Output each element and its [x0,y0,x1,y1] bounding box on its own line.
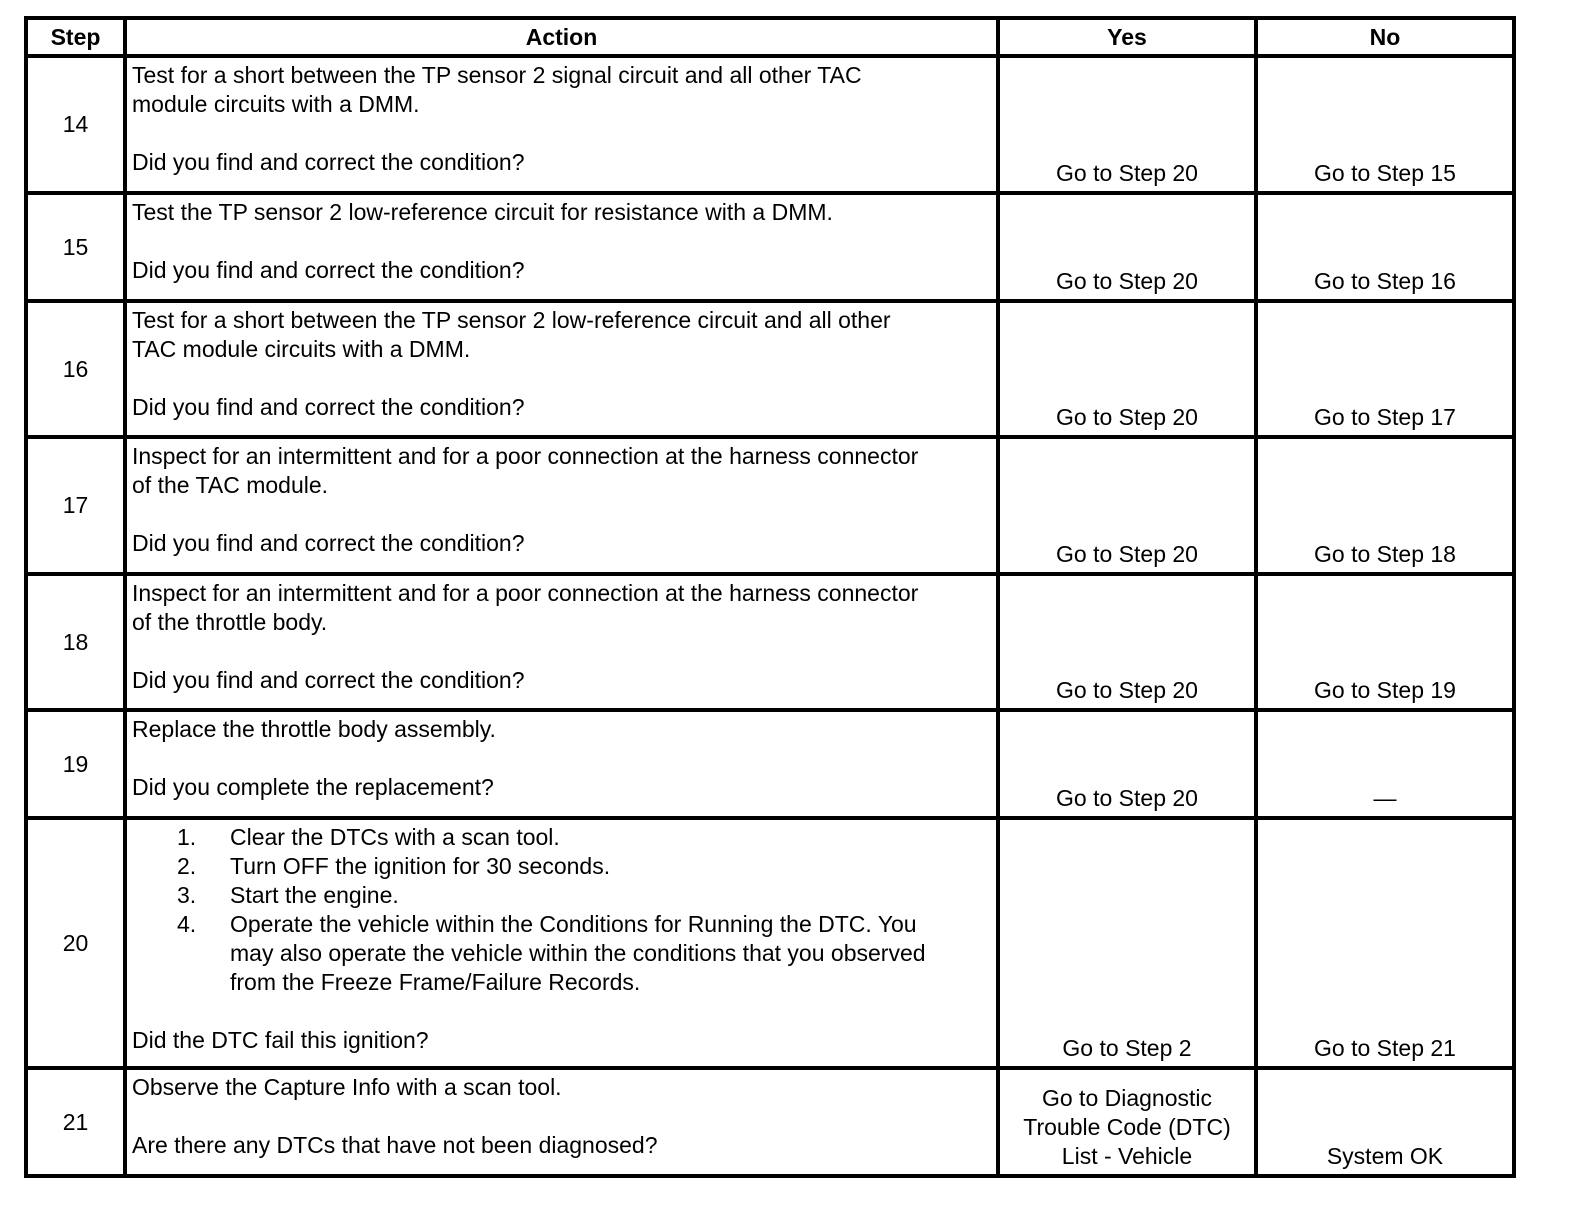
step-number: 20 [26,818,125,1068]
table-row [26,193,1514,301]
list-item [177,910,990,997]
question-text: Did you complete the replacement? [132,774,494,800]
header-action: Action [125,18,998,56]
action-cell [125,574,998,710]
question-text: Are there any DTCs that have not been diagnosed? [132,1132,658,1158]
question-text: Did you find and correct the condition? [132,394,525,420]
instruction-line: TAC module circuits with a DMM. [132,336,471,362]
instruction-line: Replace the throttle body assembly. [132,716,496,742]
table-row [26,574,1514,710]
no-result: System OK [1256,1068,1514,1176]
step-number: 15 [26,193,125,301]
header-yes: Yes [998,18,1256,56]
yes-result: Go to Step 20 [998,301,1256,437]
table-row [26,56,1514,193]
step-number: 17 [26,437,125,574]
no-result: Go to Step 16 [1256,193,1514,301]
table-row [26,437,1514,574]
list-item-text: Turn OFF the ignition for 30 seconds. [230,853,611,879]
step-number: 19 [26,710,125,818]
list-item-number: 1. [177,824,197,850]
header-row [26,18,1514,56]
question-text: Did you find and correct the condition? [132,667,525,693]
table-row [26,818,1514,1068]
list-item-number: 4. [177,911,197,937]
list-item [177,852,990,881]
step-number: 18 [26,574,125,710]
yes-result-line: List - Vehicle [1061,1143,1193,1169]
table-row [26,710,1514,818]
instruction-line: module circuits with a DMM. [132,91,420,117]
list-item-number: 3. [177,882,197,908]
list-item-text: Clear the DTCs with a scan tool. [230,824,560,850]
no-result: Go to Step 19 [1256,574,1514,710]
question-text: Did the DTC fail this ignition? [132,1027,429,1053]
action-cell [125,193,998,301]
list-item-text: Start the engine. [230,882,399,908]
step-number: 16 [26,301,125,437]
header-step: Step [26,18,125,56]
yes-result-line: Trouble Code (DTC) [1023,1114,1231,1140]
action-cell [125,301,998,437]
no-result: Go to Step 21 [1256,818,1514,1068]
instruction-line: Test the TP sensor 2 low-reference circuit for resistance with a DMM. [132,199,833,225]
no-result: Go to Step 15 [1256,56,1514,193]
instruction-line: Inspect for an intermittent and for a poor connection at the harness connector [132,443,919,469]
instruction-line: Test for a short between the TP sensor 2 signal circuit and all other TAC [132,62,862,88]
list-item-text: from the Freeze Frame/Failure Records. [230,969,641,995]
action-cell [125,1068,998,1176]
question-text: Did you find and correct the condition? [132,257,525,283]
yes-result: Go to Step 20 [998,574,1256,710]
action-cell [125,710,998,818]
list-item-number: 2. [177,853,197,879]
step-number: 14 [26,56,125,193]
instruction-line: of the TAC module. [132,472,329,498]
step-number: 21 [26,1068,125,1176]
yes-result: Go to Step 20 [998,437,1256,574]
question-text: Did you find and correct the condition? [132,530,525,556]
yes-result: Go to Step 20 [998,710,1256,818]
procedure-list [132,823,990,997]
list-item-text: Operate the vehicle within the Conditions for Running the DTC. You [230,911,917,937]
instruction-line: Observe the Capture Info with a scan tool. [132,1074,562,1100]
no-result: — [1256,710,1514,818]
action-cell [125,437,998,574]
action-cell [125,818,998,1068]
no-result: Go to Step 17 [1256,301,1514,437]
table-row [26,1068,1514,1176]
yes-result [998,1068,1256,1176]
header-no: No [1256,18,1514,56]
list-item [177,823,990,852]
action-cell [125,56,998,193]
list-item-text: may also operate the vehicle within the conditions that you observed [230,940,926,966]
yes-result-line: Go to Diagnostic [1041,1085,1213,1111]
list-item [177,881,990,910]
instruction-line: Test for a short between the TP sensor 2 low-reference circuit and all other [132,307,891,333]
diagnostic-table [24,16,1516,1178]
instruction-line: Inspect for an intermittent and for a poor connection at the harness connector [132,580,919,606]
yes-result: Go to Step 2 [998,818,1256,1068]
yes-result: Go to Step 20 [998,193,1256,301]
table-row [26,301,1514,437]
instruction-line: of the throttle body. [132,609,328,635]
no-result: Go to Step 18 [1256,437,1514,574]
yes-result: Go to Step 20 [998,56,1256,193]
question-text: Did you find and correct the condition? [132,149,525,175]
